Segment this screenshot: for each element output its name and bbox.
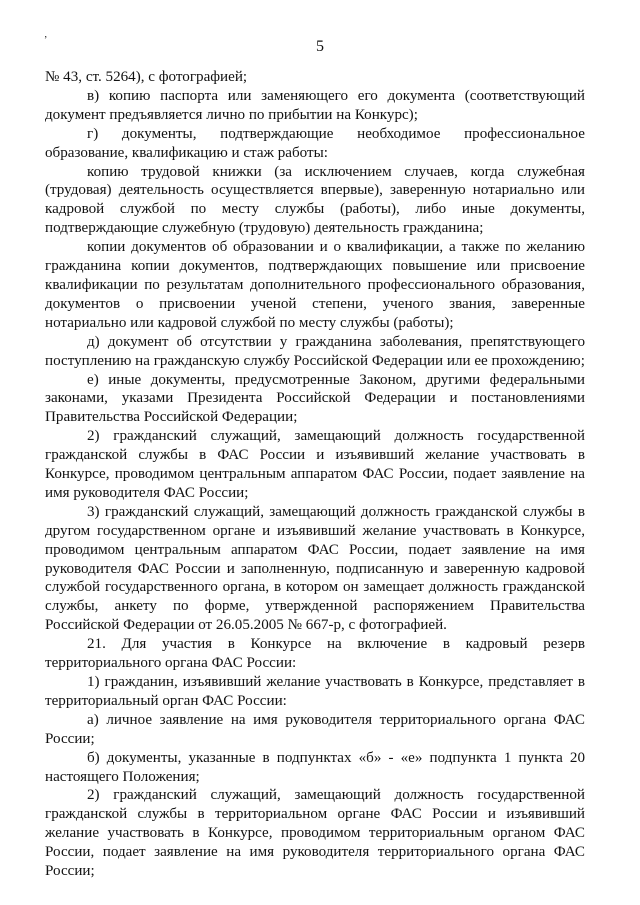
paragraph: а) личное заявление на имя руководителя территориального органа ФАС России;	[45, 711, 585, 747]
paragraph: 2) гражданский служащий, замещающий должность государственной гражданской службы в ФАС России и изъявивший желание участвовать в Конкурсе, проводимом центральным аппаратом ФАС России, подает заявление на имя руководителя ФАС России;	[45, 428, 585, 501]
paragraph: копию трудовой книжки (за исключением случаев, когда служебная (трудовая) деятельность осуществляется впервые), заверенную нотариально или кадровой службой по месту службы (работы), либо иные документы, подтверждающие служебную (трудовую) деятельность гражданина;	[45, 163, 585, 237]
paragraph: б) документы, указанные в подпунктах «б» - «е» подпункта 1 пункта 20 настоящего Положения;	[45, 749, 585, 785]
paragraph: копии документов об образовании и о квалификации, а также по желанию гражданина копии документов, подтверждающих повышение или присвоение квалификации по результатам дополнительного профессионального образования, документов о присвоении ученой степени, ученого звания, заверенные нотариально или кадровой службой по месту службы (работы);	[45, 239, 585, 331]
page-number: 5	[316, 38, 324, 55]
paragraph: г) документы, подтверждающие необходимое профессиональное образование, квалификацию и стаж работы:	[45, 125, 585, 161]
paragraph: 3) гражданский служащий, замещающий должность гражданской службы в другом государственном органе и изъявивший желание участвовать в Конкурсе, проводимом центральным аппаратом ФАС России, подает заявление на имя руководителя ФАС России и заполненную, подписанную и заверенную кадровой службой государственного органа, в котором он замещает должность гражданской службы, анкету по форме, утвержденной распоряжением Правительства Российской Федерации от 26.05.2005 № 667-р, с фотографией.	[45, 503, 585, 634]
paragraph: в) копию паспорта или заменяющего его документа (соответствующий документ предъявляется лично по прибытии на Конкурс);	[45, 87, 585, 123]
paragraph: 21. Для участия в Конкурсе на включение в кадровый резерв территориального органа ФАС России:	[45, 636, 585, 672]
paragraph: № 43, ст. 5264), с фотографией;	[45, 69, 248, 85]
document-body	[45, 68, 585, 881]
page-mark: ’	[44, 35, 48, 46]
paragraph: 1) гражданин, изъявивший желание участвовать в Конкурсе, представляет в территориальный орган ФАС России:	[45, 674, 585, 709]
paragraph: д) документ об отсутствии у гражданина заболевания, препятствующего поступлению на гражданскую службу Российской Федерации или ее прохождению;	[45, 333, 585, 369]
paragraph: е) иные документы, предусмотренные Законом, другими федеральными законами, указами Президента Российской Федерации и постановлениями Правительства Российской Федерации;	[45, 371, 585, 426]
paragraph: 2) гражданский служащий, замещающий должность государственной гражданской службы в территориальном органе ФАС России и изъявивший желание участвовать в Конкурсе, проводимом территориальным органом ФАС России, подает заявление на имя руководителя территориального органа ФАС России;	[45, 787, 585, 880]
